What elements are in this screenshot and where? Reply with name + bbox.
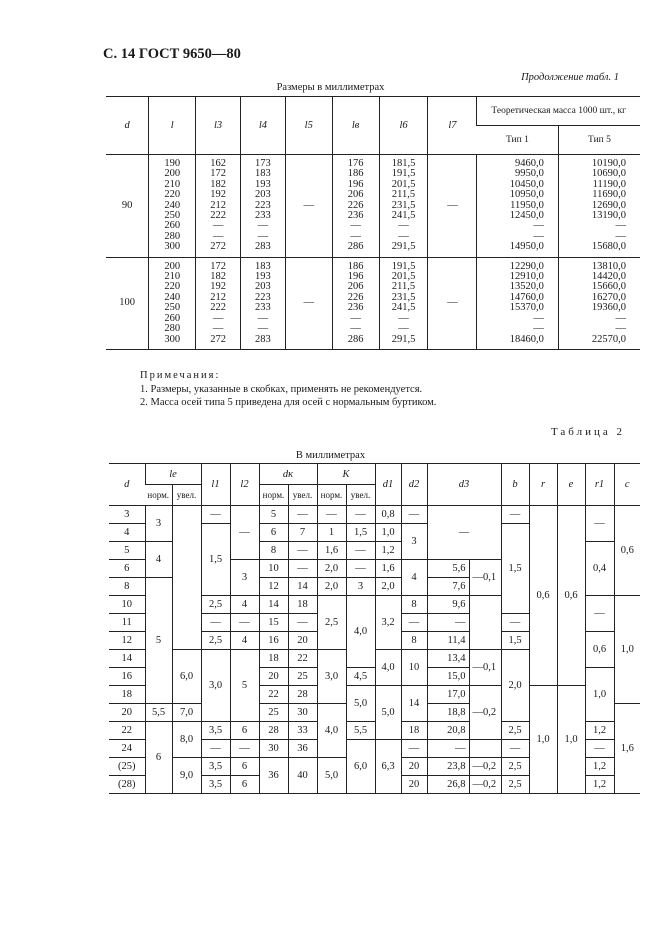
cell-d3: 7,6 (427, 578, 469, 596)
cell-b: 2,5 (501, 758, 529, 776)
cell-d2: 10 (401, 650, 427, 686)
col-l6: l6 (379, 97, 428, 155)
cell-r1: 1,2 (585, 776, 614, 794)
cell-dk-norm: 28 (259, 722, 288, 740)
cell-d: 14 (109, 650, 145, 668)
cell-k-norm: 2,5 (317, 596, 346, 650)
cell-k-uvel: 4,5 (346, 668, 375, 686)
cell-d2: — (401, 740, 427, 758)
h-K: K (317, 464, 375, 485)
cell-mass1: 9460,0 9950,0 10450,0 10950,0 11950,0 12450,0 — — 14950,0 (477, 155, 559, 258)
h-e: e (557, 464, 585, 506)
cell-l7: — (428, 257, 477, 349)
cell-r1: — (585, 596, 614, 632)
cell-dk-uvel: — (288, 614, 317, 632)
cell-d: 20 (109, 704, 145, 722)
cell-k-norm: 3,0 (317, 650, 346, 704)
cell-dk-uvel: 18 (288, 596, 317, 614)
h-c: c (614, 464, 640, 506)
cell-d: (28) (109, 776, 145, 794)
cell-mass1: 12290,0 12910,0 13520,0 14760,0 15370,0 — — 18460,0 (477, 257, 559, 349)
cell-d3: 23,8 (427, 758, 469, 776)
cell-k-uvel: 1,5 (346, 524, 375, 542)
cell-k-uvel: 6,0 (346, 740, 375, 794)
cell-b: 1,5 (501, 524, 529, 614)
cell-dk-norm: 36 (259, 758, 288, 794)
cell-d1: 2,0 (375, 578, 401, 596)
cell-l2: 4 (230, 632, 259, 650)
cell-d3-tol: —0,2 (469, 686, 501, 740)
cell-d2: — (401, 614, 427, 632)
cell-dk-norm: 15 (259, 614, 288, 632)
cell-b: 2,5 (501, 776, 529, 794)
table-row (106, 155, 640, 258)
cell-d: 11 (109, 614, 145, 632)
cell-l1: 2,5 (201, 632, 230, 650)
h-le: lе (145, 464, 201, 485)
cell-dk-norm: 25 (259, 704, 288, 722)
cell-d3: 13,4 (427, 650, 469, 668)
cell-d: 90 (106, 155, 149, 258)
cell-l1: 2,5 (201, 596, 230, 614)
table-2-label: Таблица 2 (550, 426, 625, 438)
col-mass: Теоретическая масса 1000 шт., кг (477, 97, 640, 126)
cell-d3-tol (469, 596, 501, 650)
cell-dk-uvel: 7 (288, 524, 317, 542)
cell-l1: 3,5 (201, 722, 230, 740)
cell-dk-norm: 5 (259, 506, 288, 524)
h-l2: l2 (230, 464, 259, 506)
cell-d2: 8 (401, 596, 427, 614)
h-d1: d1 (375, 464, 401, 506)
h-d3: d3 (427, 464, 501, 506)
cell-le-norm: 4 (145, 542, 172, 578)
cell-d2: 8 (401, 632, 427, 650)
cell-r1: — (585, 506, 614, 542)
cell-le-norm: 5,5 (145, 704, 172, 722)
cell-lv: 176 186 196 206 226 236 — — 286 (332, 155, 379, 258)
cell-mass5: 10190,0 10690,0 11190,0 11690,0 12690,0 13190,0 — — 15680,0 (558, 155, 640, 258)
cell-dk-norm: 20 (259, 668, 288, 686)
cell-k-uvel: 5,0 (346, 686, 375, 722)
cell-l3: 162 172 182 192 212 222 — — 272 (196, 155, 241, 258)
cell-k-norm: 2,0 (317, 560, 346, 578)
note-item: 2. Масса осей типа 5 приведена для осей с нормальным буртиком. (140, 397, 437, 408)
h-k-uvel: увел. (346, 485, 375, 506)
cell-r1: 1,0 (585, 668, 614, 722)
cell-dk-uvel: 36 (288, 740, 317, 758)
col-l5: l5 (285, 97, 332, 155)
cell-d: 24 (109, 740, 145, 758)
cell-le-uvel: 7,0 (172, 704, 201, 722)
cell-d: 18 (109, 686, 145, 704)
col-l7: l7 (428, 97, 477, 155)
cell-l6: 191,5 201,5 211,5 231,5 241,5 — — 291,5 (379, 257, 428, 349)
cell-dk-norm: 8 (259, 542, 288, 560)
cell-d: 10 (109, 596, 145, 614)
col-type5: Тип 5 (558, 126, 640, 155)
cell-r1: 1,2 (585, 722, 614, 740)
cell-b: 1,5 (501, 632, 529, 650)
cell-k-norm: 4,0 (317, 704, 346, 758)
cell-e: 1,0 (557, 686, 585, 794)
cell-dk-norm: 18 (259, 650, 288, 668)
page-header: С. 14 ГОСТ 9650—80 (103, 46, 241, 62)
cell-d2: 3 (401, 524, 427, 560)
col-l4: l4 (241, 97, 286, 155)
table-row (109, 506, 640, 524)
cell-d3-tol: —0,1 (469, 560, 501, 596)
h-b: b (501, 464, 529, 506)
cell-l1: 3,5 (201, 776, 230, 794)
cell-dk-norm: 14 (259, 596, 288, 614)
cell-d: 12 (109, 632, 145, 650)
col-lv: lв (332, 97, 379, 155)
cell-dk-uvel: 22 (288, 650, 317, 668)
cell-dk-uvel: 40 (288, 758, 317, 794)
cell-l1: 1,5 (201, 524, 230, 596)
cell-d2: 18 (401, 722, 427, 740)
cell-lv: 186 196 206 226 236 — — 286 (332, 257, 379, 349)
h-dk-uvel: увел. (288, 485, 317, 506)
cell-d3-tol: —0,2 (469, 776, 501, 794)
notes-title: Примечания: (140, 370, 221, 381)
col-type1: Тип 1 (477, 126, 559, 155)
h-le-uvel: увел. (172, 485, 201, 506)
cell-k-norm: 1 (317, 524, 346, 542)
cell-dk-uvel: 30 (288, 704, 317, 722)
cell-k-uvel: 4,0 (346, 596, 375, 668)
cell-d: 100 (106, 257, 149, 349)
cell-c: 1,6 (614, 704, 640, 794)
cell-le-norm: 6 (145, 722, 172, 794)
cell-l2: 6 (230, 722, 259, 740)
cell-d2: — (401, 506, 427, 524)
cell-mass5: 13810,0 14420,0 15660,0 16270,0 19360,0 — — 22570,0 (558, 257, 640, 349)
cell-l3: 172 182 192 212 222 — — 272 (196, 257, 241, 349)
cell-dk-norm: 12 (259, 578, 288, 596)
cell-b: 2,5 (501, 722, 529, 740)
cell-d1: 1,0 (375, 524, 401, 542)
cell-b: 2,0 (501, 650, 529, 722)
cell-d: 22 (109, 722, 145, 740)
cell-dk-norm: 22 (259, 686, 288, 704)
cell-d3: 11,4 (427, 632, 469, 650)
h-l1: l1 (201, 464, 230, 506)
cell-d1: 0,8 (375, 506, 401, 524)
cell-d3: — (427, 614, 469, 632)
cell-d2: 20 (401, 776, 427, 794)
cell-dk-uvel: — (288, 542, 317, 560)
h-le-norm: норм. (145, 485, 172, 506)
cell-l4: 183 193 203 223 233 — — 283 (241, 257, 286, 349)
cell-dk-uvel: 14 (288, 578, 317, 596)
cell-l1: 3,5 (201, 758, 230, 776)
h-r: r (529, 464, 557, 506)
table-1 (106, 96, 640, 350)
cell-r1: — (585, 740, 614, 758)
cell-c: 0,6 (614, 506, 640, 596)
cell-le-norm: 5 (145, 578, 172, 704)
table-2 (109, 463, 640, 794)
cell-k-uvel: — (346, 506, 375, 524)
cell-dk-norm: 30 (259, 740, 288, 758)
cell-l7: — (428, 155, 477, 258)
cell-d: 6 (109, 560, 145, 578)
cell-l6: 181,5 191,5 201,5 211,5 231,5 241,5 — — 291,5 (379, 155, 428, 258)
cell-k-uvel: — (346, 542, 375, 560)
h-d: d (109, 464, 145, 506)
units-caption: Размеры в миллиметрах (276, 82, 385, 93)
cell-k-norm: 2,0 (317, 578, 346, 596)
cell-d1: 6,3 (375, 740, 401, 794)
cell-l: 190 200 210 220 240 250 260 280 300 (149, 155, 196, 258)
cell-d: 16 (109, 668, 145, 686)
cell-d3: 15,0 (427, 668, 469, 686)
cell-dk-norm: 10 (259, 560, 288, 578)
cell-d3-tol: —0,2 (469, 758, 501, 776)
cell-dk-uvel: 28 (288, 686, 317, 704)
cell-d: (25) (109, 758, 145, 776)
cell-k-uvel: 5,5 (346, 722, 375, 740)
note-item: 1. Размеры, указанные в скобках, применять не рекомендуется. (140, 383, 423, 395)
continuation-label: Продолжение табл. 1 (521, 72, 619, 83)
h-d2: d2 (401, 464, 427, 506)
cell-r: 1,0 (529, 686, 557, 794)
cell-k-norm: 5,0 (317, 758, 346, 794)
cell-l4: 173 183 193 203 223 233 — — 283 (241, 155, 286, 258)
cell-le-uvel (172, 506, 201, 650)
cell-d: 3 (109, 506, 145, 524)
cell-l1: — (201, 614, 230, 632)
cell-dk-uvel: — (288, 560, 317, 578)
cell-d3-tol (469, 740, 501, 758)
cell-l2: 3 (230, 560, 259, 596)
cell-l2: 5 (230, 650, 259, 722)
cell-r: 0,6 (529, 506, 557, 686)
cell-d3: 26,8 (427, 776, 469, 794)
cell-b: — (501, 614, 529, 632)
cell-dk-uvel: 20 (288, 632, 317, 650)
cell-d3: 9,6 (427, 596, 469, 614)
cell-l1: 3,0 (201, 650, 230, 722)
cell-le-uvel: 9,0 (172, 758, 201, 794)
cell-d1: 1,6 (375, 560, 401, 578)
cell-d: 8 (109, 578, 145, 596)
table-row (106, 257, 640, 349)
cell-d2: 20 (401, 758, 427, 776)
cell-k-uvel: — (346, 560, 375, 578)
cell-r1: 0,6 (585, 632, 614, 668)
cell-d3: — (427, 740, 469, 758)
cell-d3: 17,0 (427, 686, 469, 704)
cell-r1: 0,4 (585, 542, 614, 596)
cell-k-norm: — (317, 506, 346, 524)
h-dk-norm: норм. (259, 485, 288, 506)
cell-b: — (501, 740, 529, 758)
cell-dk-uvel: 33 (288, 722, 317, 740)
cell-d2: 4 (401, 560, 427, 596)
cell-d2: 14 (401, 686, 427, 722)
cell-d3: 5,6 (427, 560, 469, 578)
cell-l1: — (201, 506, 230, 524)
cell-d3: — (427, 506, 501, 560)
h-k-norm: норм. (317, 485, 346, 506)
cell-l2: 6 (230, 776, 259, 794)
cell-dk-norm: 6 (259, 524, 288, 542)
cell-le-uvel: 8,0 (172, 722, 201, 758)
cell-dk-uvel: — (288, 506, 317, 524)
h-r1: r1 (585, 464, 614, 506)
cell-k-norm: 1,6 (317, 542, 346, 560)
cell-d: 4 (109, 524, 145, 542)
cell-le-uvel: 6,0 (172, 650, 201, 704)
cell-le-norm: 3 (145, 506, 172, 542)
col-l: l (149, 97, 196, 155)
cell-l1: — (201, 740, 230, 758)
cell-l2: 4 (230, 596, 259, 614)
cell-l2: — (230, 740, 259, 758)
cell-l5: — (285, 257, 332, 349)
cell-c: 1,0 (614, 596, 640, 704)
cell-d1: 1,2 (375, 542, 401, 560)
cell-l: 200 210 220 240 250 260 280 300 (149, 257, 196, 349)
col-l3: l3 (196, 97, 241, 155)
cell-dk-norm: 16 (259, 632, 288, 650)
cell-d1: 5,0 (375, 686, 401, 740)
notes (140, 369, 436, 410)
cell-d3-tol: —0,1 (469, 650, 501, 686)
cell-l5: — (285, 155, 332, 258)
col-d: d (106, 97, 149, 155)
cell-e: 0,6 (557, 506, 585, 686)
cell-l2: — (230, 506, 259, 560)
cell-d3: 20,8 (427, 722, 469, 740)
units-caption-2: В миллиметрах (295, 450, 366, 461)
cell-dk-uvel: 25 (288, 668, 317, 686)
cell-k-uvel: 3 (346, 578, 375, 596)
cell-d3: 18,8 (427, 704, 469, 722)
cell-d1: 4,0 (375, 650, 401, 686)
cell-l2: 6 (230, 758, 259, 776)
cell-r1: 1,2 (585, 758, 614, 776)
cell-l2: — (230, 614, 259, 632)
cell-d: 5 (109, 542, 145, 560)
cell-d1: 3,2 (375, 596, 401, 650)
h-dk: dк (259, 464, 317, 485)
cell-b: — (501, 506, 529, 524)
